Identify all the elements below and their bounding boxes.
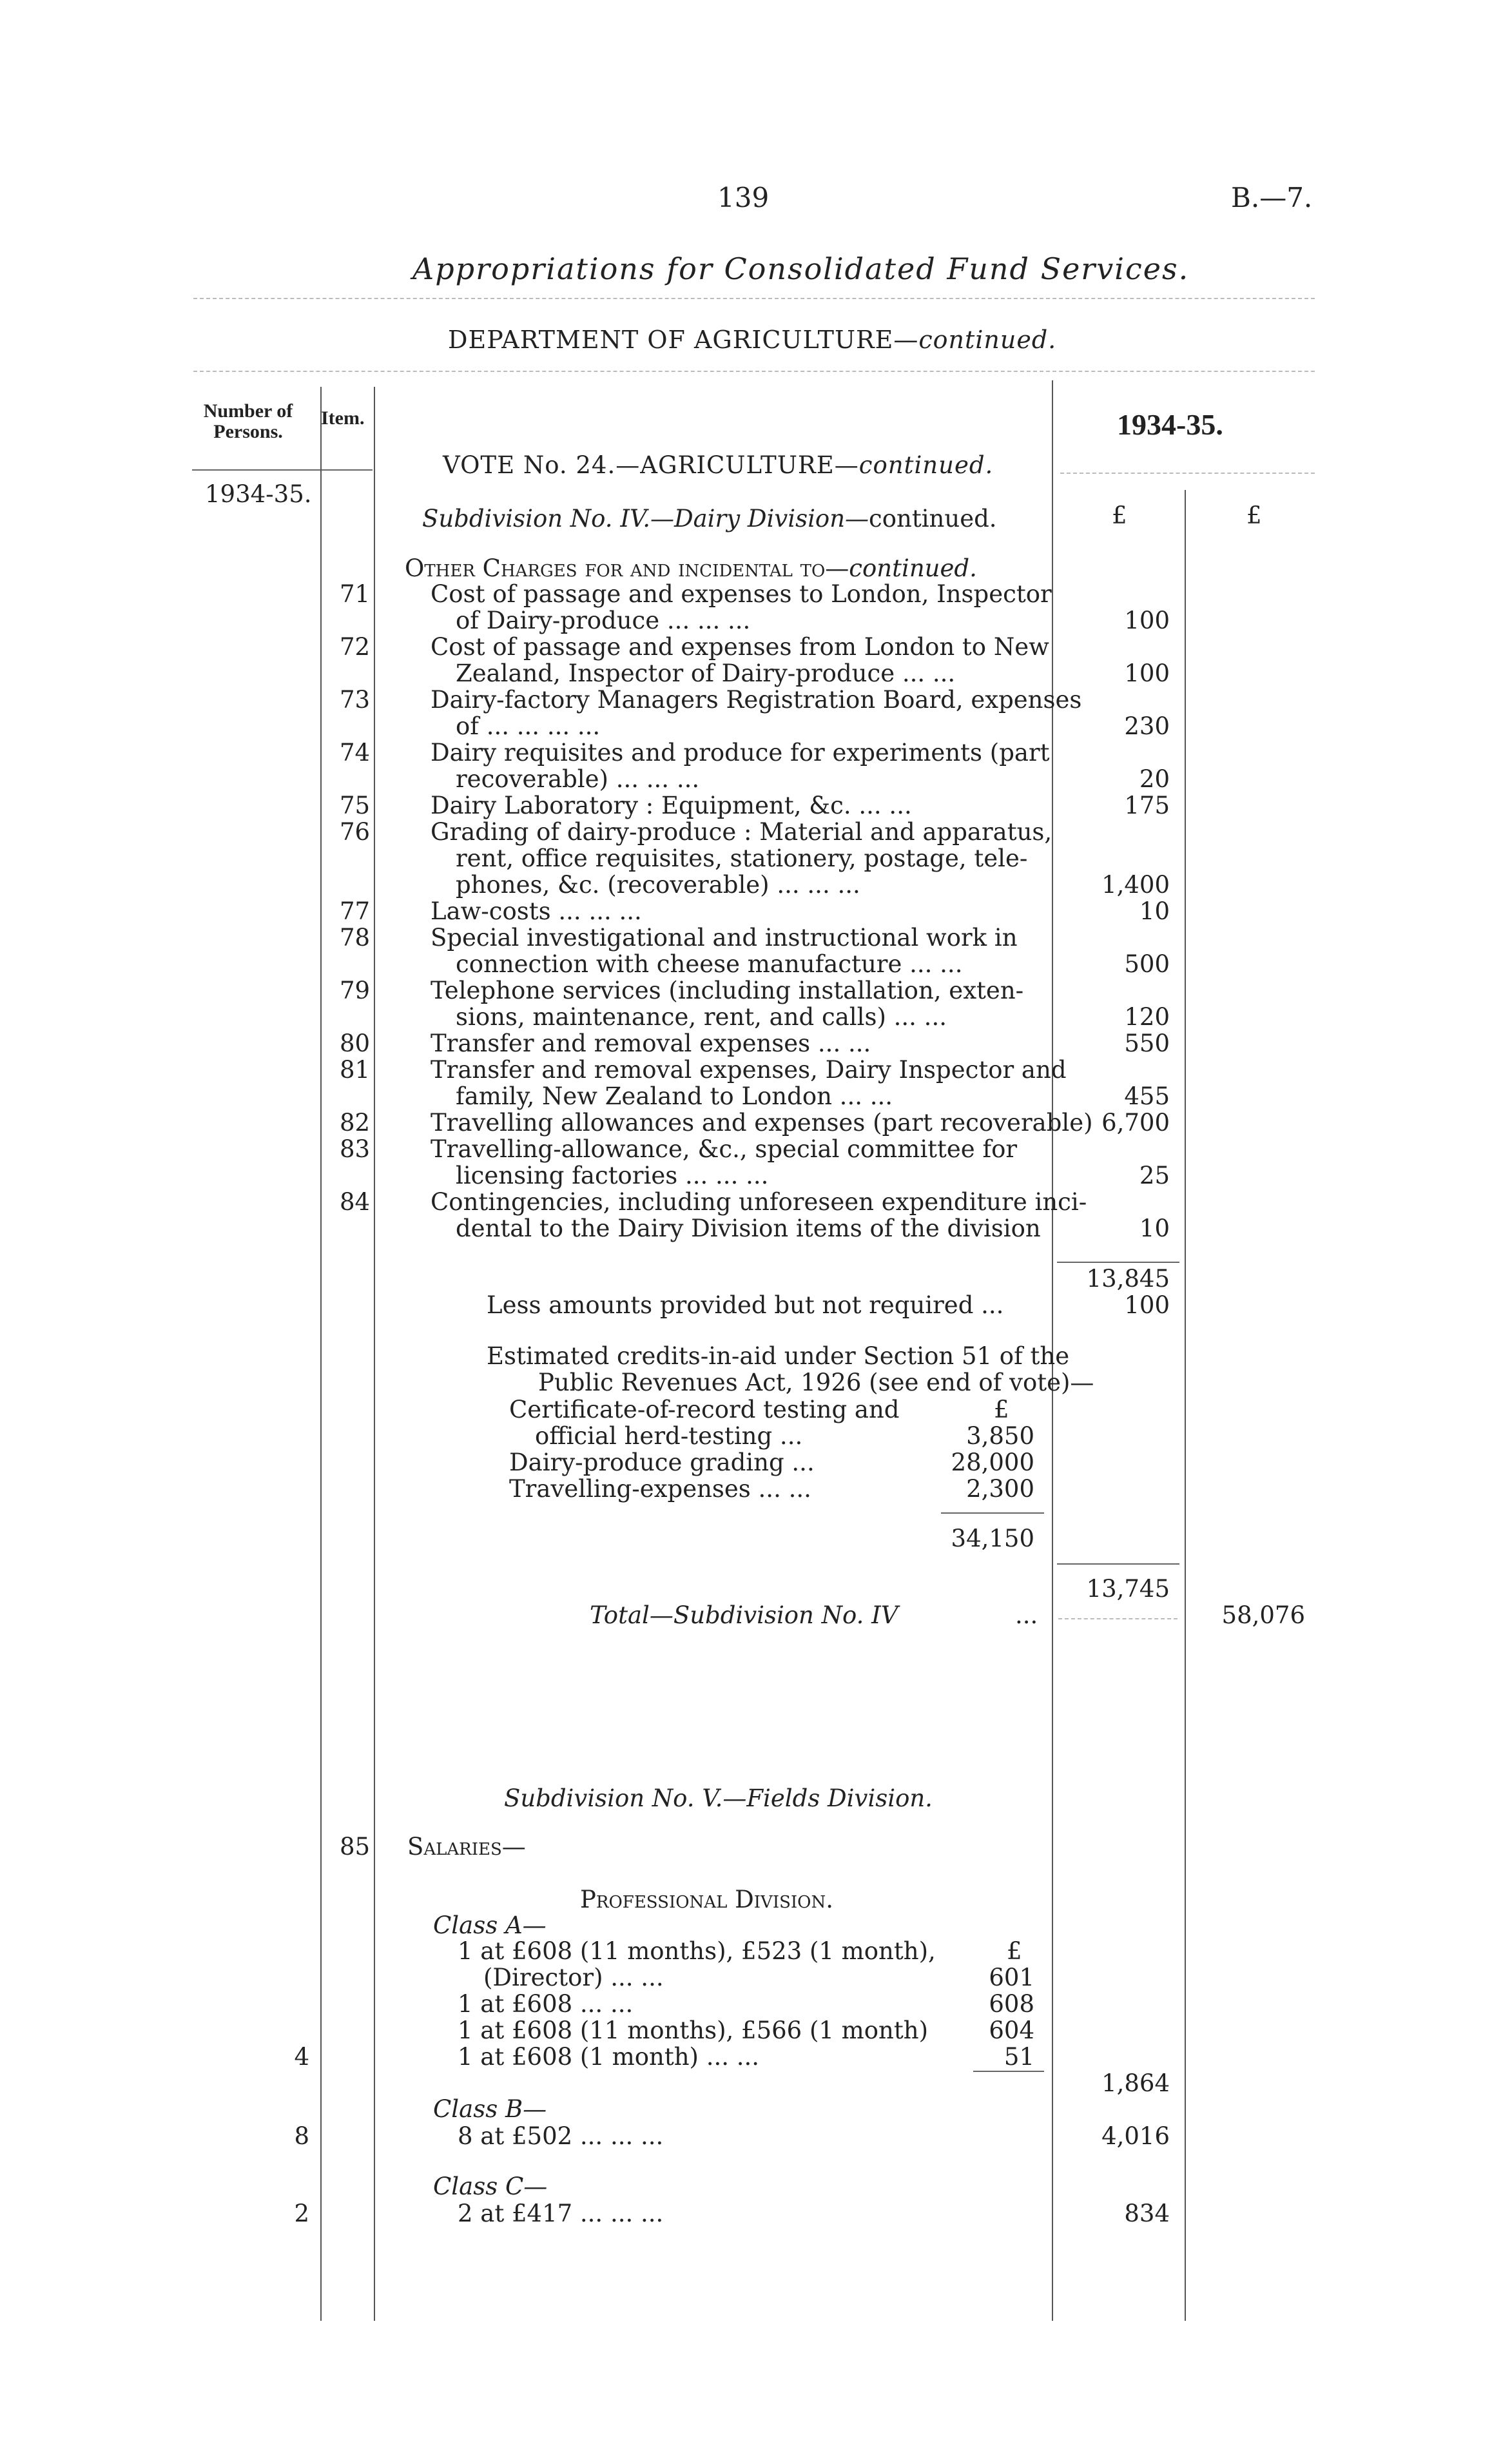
vote-heading (443, 451, 993, 479)
year-header-left: 1934-35. (205, 480, 312, 508)
item-description-line: Travelling-allowance, &c., special committee for (431, 1135, 1018, 1163)
class-c-persons: 2 (294, 2200, 309, 2227)
item-description-line: Cost of passage and expenses to London, Inspector (431, 580, 1052, 608)
class-b-text: 8 at £502 ... ... ... (458, 2122, 664, 2150)
item-amount: 100 (1124, 659, 1170, 687)
vote-title: VOTE No. 24.—AGRICULTURE— (443, 451, 859, 479)
total-subdivision-iv-label: Total—Subdivision No. IV (590, 1601, 898, 1629)
item-amount: 500 (1124, 950, 1170, 978)
class-a-description-line: 1 at £608 (1 month) ... ... (458, 2043, 760, 2071)
professional-division-heading: Professional Division. (580, 1886, 834, 1913)
item-number: 74 (340, 739, 371, 767)
item-description-line: Dairy Laboratory : Equipment, &c. ... ... (431, 792, 912, 819)
less-amounts-value: 100 (1124, 1291, 1170, 1319)
item-number: 71 (340, 580, 371, 608)
item-description-line: connection with cheese manufacture ... ... (456, 950, 963, 978)
item-amount: 550 (1124, 1030, 1170, 1057)
item-amount: 230 (1124, 712, 1170, 740)
item-description-line: Dairy requisites and produce for experiments (part (431, 739, 1050, 767)
item-number: 75 (340, 792, 371, 819)
item-description-line: Transfer and removal expenses, Dairy Inspector and (431, 1056, 1067, 1084)
credits-line-1: Estimated credits-in-aid under Section 51 of the (487, 1342, 1070, 1370)
credit-amount: 28,000 (951, 1449, 1034, 1476)
item-amount: 20 (1139, 765, 1170, 793)
other-charges-heading (405, 554, 977, 582)
class-a-amount: 51 (1003, 2043, 1034, 2071)
item-description-line: rent, office requisites, stationery, postage, tele- (456, 845, 1028, 872)
item-amount: 120 (1124, 1003, 1170, 1031)
amount-column-rule-right (1185, 490, 1186, 2321)
class-a-amount: 601 (989, 1964, 1034, 1991)
net-rule (1057, 1563, 1179, 1565)
pound-header-2: £ (1246, 502, 1262, 529)
item-number: 77 (340, 897, 371, 925)
item-description-line: family, New Zealand to London ... ... (456, 1082, 893, 1110)
credits-in-aid-heading (487, 1343, 1094, 1396)
department-heading (448, 326, 1056, 354)
class-a-total: 1,864 (1101, 2069, 1170, 2097)
item-description-line: phones, &c. (recoverable) ... ... ... (456, 871, 860, 899)
pound-header-1: £ (1112, 502, 1127, 529)
number-of-persons-header: Number of Persons. (203, 400, 293, 442)
vote-continued: continued. (858, 451, 994, 479)
less-amounts-text: Less amounts provided but not required ... (487, 1291, 1004, 1319)
class-c-total: 834 (1124, 2200, 1170, 2227)
class-a-description-line: 1 at £608 (11 months), £523 (1 month), (458, 1937, 936, 1965)
class-c-label: Class C— (433, 2173, 548, 2200)
item-description-line: recoverable) ... ... ... (456, 765, 700, 793)
total-rule (1058, 1618, 1178, 1619)
subdivision-v-heading: Subdivision No. V.—Fields Division. (504, 1784, 933, 1812)
year-header-rule (1060, 473, 1315, 474)
item-description-line: Dairy-factory Managers Registration Board, expenses (431, 686, 1082, 714)
class-b-label: Class B— (433, 2095, 547, 2123)
item-number: 83 (340, 1135, 371, 1163)
item-number: 82 (340, 1109, 371, 1137)
class-a-label: Class A— (433, 1911, 547, 1939)
item-column-rule (374, 387, 375, 2321)
total-subdivision-iv-dots: ... (1015, 1601, 1038, 1629)
credit-amount: 2,300 (966, 1475, 1034, 1503)
total-subdivision-iv-amount: 58,076 (1221, 1601, 1305, 1629)
item-amount: 455 (1124, 1082, 1170, 1110)
item-amount: 100 (1124, 607, 1170, 634)
class-a-persons: 4 (294, 2043, 309, 2071)
department-name: DEPARTMENT OF AGRICULTURE— (448, 326, 919, 354)
credit-description-line: Certificate-of-record testing and (509, 1396, 900, 1423)
item-description-line: Zealand, Inspector of Dairy-produce ... ... (456, 659, 956, 687)
other-charges-label: Other Charges for and incidental to— (405, 554, 849, 582)
item-description-line: Grading of dairy-produce : Material and apparatus, (431, 818, 1052, 846)
item-description-line: of ... ... ... ... (456, 712, 601, 740)
class-a-description-line: (Director) ... ... (483, 1964, 664, 1991)
item-description-line: sions, maintenance, rent, and calls) ... ... (456, 1003, 947, 1031)
credit-description-line: Travelling-expenses ... ... (509, 1475, 811, 1503)
class-b-total: 4,016 (1101, 2122, 1170, 2150)
dairy-sum-rule (1057, 1262, 1179, 1263)
credit-description-line: Dairy-produce grading ... (509, 1449, 815, 1476)
title-rule (193, 298, 1315, 299)
page-number: 139 (717, 182, 770, 213)
credits-total: 34,150 (951, 1525, 1034, 1552)
paper-reference: B.—7. (1231, 182, 1313, 213)
class-a-total-rule (973, 2071, 1044, 2072)
item-number: 72 (340, 633, 371, 661)
class-a-amount: 608 (989, 1990, 1034, 2018)
item-description-line: Telephone services (including installation, exten- (431, 977, 1024, 1004)
item-description-line: Cost of passage and expenses from London to New (431, 633, 1049, 661)
item-amount: 25 (1139, 1162, 1170, 1189)
credits-total-rule (941, 1512, 1044, 1514)
item-description-line: Law-costs ... ... ... (431, 897, 642, 925)
year-header-right: 1934-35. (1117, 408, 1223, 441)
subdivision-iv-title: Subdivision No. IV.—Dairy Division— (422, 505, 869, 532)
class-b-persons: 8 (294, 2122, 309, 2150)
class-c-text: 2 at £417 ... ... ... (458, 2200, 664, 2227)
item-number: 78 (340, 924, 371, 952)
credit-description-line: official herd-testing ... (535, 1422, 803, 1450)
department-rule (193, 371, 1315, 372)
net-amount: 13,745 (1086, 1575, 1170, 1603)
item-description-line: dental to the Dairy Division items of the division (456, 1215, 1041, 1242)
credits-pound: £ (994, 1396, 1009, 1423)
item-85-number: 85 (340, 1833, 371, 1861)
item-number: 81 (340, 1056, 371, 1084)
class-a-amount: 604 (989, 2017, 1034, 2044)
item-amount: 10 (1139, 1215, 1170, 1242)
item-number: 80 (340, 1030, 371, 1057)
item-amount: 6,700 (1101, 1109, 1170, 1137)
salaries-heading: Salaries— (407, 1833, 526, 1861)
item-number: 84 (340, 1188, 371, 1216)
department-continued: continued. (918, 326, 1057, 354)
item-description-line: Contingencies, including unforeseen expenditure inci- (431, 1188, 1087, 1216)
other-charges-continued: continued. (849, 554, 977, 582)
class-a-description-line: 1 at £608 ... ... (458, 1990, 634, 2018)
class-a-pound: £ (1007, 1937, 1022, 1965)
item-description-line: of Dairy-produce ... ... ... (456, 607, 751, 634)
subdivision-iv-continued: continued. (869, 505, 997, 532)
dairy-sum: 13,845 (1086, 1265, 1170, 1293)
credit-amount: 3,850 (966, 1422, 1034, 1450)
class-a-description-line: 1 at £608 (11 months), £566 (1 month) (458, 2017, 929, 2044)
item-description-line: licensing factories ... ... ... (456, 1162, 769, 1189)
item-description-line: Transfer and removal expenses ... ... (431, 1030, 871, 1057)
item-description-line: Travelling allowances and expenses (part recoverable) (431, 1109, 1093, 1137)
item-amount: 10 (1139, 897, 1170, 925)
persons-header-rule (192, 469, 373, 471)
item-number: 73 (340, 686, 371, 714)
subdivision-iv-heading (422, 505, 997, 532)
item-amount: 175 (1124, 792, 1170, 819)
item-description-line: Special investigational and instructional work in (431, 924, 1018, 952)
credits-line-2: Public Revenues Act, 1926 (see end of vote)— (538, 1369, 1094, 1396)
item-amount: 1,400 (1101, 871, 1170, 899)
item-number: 79 (340, 977, 371, 1004)
persons-column-rule (320, 387, 322, 2321)
page-title: Appropriations for Consolidated Fund Services. (412, 251, 1190, 286)
item-header: Item. (321, 407, 365, 429)
item-number: 76 (340, 818, 371, 846)
